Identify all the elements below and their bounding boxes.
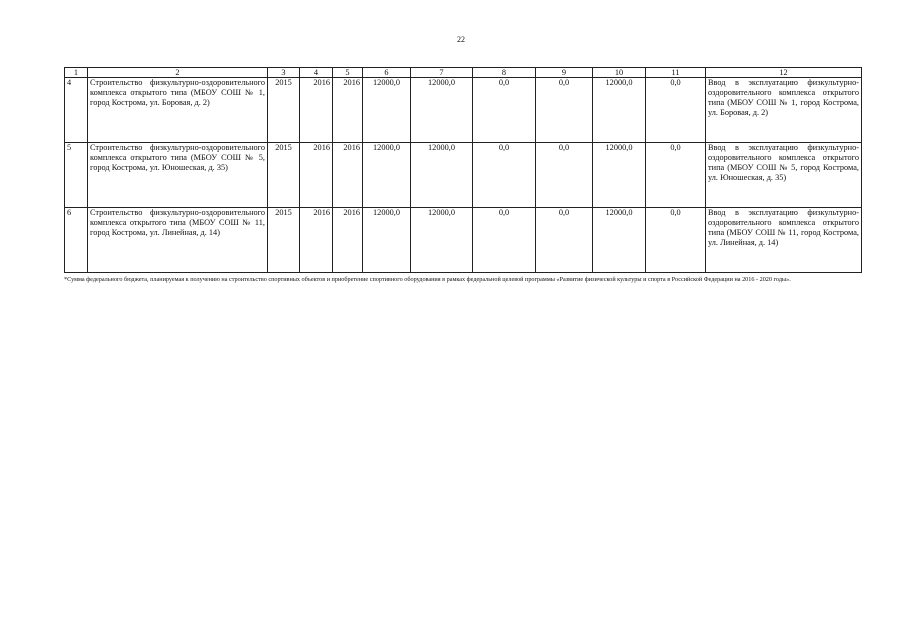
cell-col8: 0,0 xyxy=(473,208,536,273)
cell-col6: 12000,0 xyxy=(363,143,411,208)
cell-col9: 0,0 xyxy=(536,143,593,208)
cell-col11: 0,0 xyxy=(646,143,706,208)
cell-col7: 12000,0 xyxy=(411,143,473,208)
column-header: 2 xyxy=(88,68,268,78)
cell-col10: 12000,0 xyxy=(593,208,646,273)
cell-col6: 12000,0 xyxy=(363,208,411,273)
footnote: *Сумма федерального бюджета, планируемая к получению на строительство спортивных объектов и приобретение спортивного оборудования в рамках федеральной целевой программы «Развитие физической культуры и спорта в Российской Федерации на 2016 - 2020 годы». xyxy=(64,276,791,283)
row-number: 4 xyxy=(65,78,88,143)
cell-col5: 2016 xyxy=(333,208,363,273)
cell-col10: 12000,0 xyxy=(593,143,646,208)
cell-col9: 0,0 xyxy=(536,208,593,273)
table-body xyxy=(65,68,862,273)
column-header: 10 xyxy=(593,68,646,78)
table-header-row xyxy=(65,68,862,78)
cell-col7: 12000,0 xyxy=(411,208,473,273)
page-number: 22 xyxy=(457,35,465,44)
column-header: 3 xyxy=(268,68,300,78)
cell-col4: 2016 xyxy=(300,143,333,208)
cell-col3: 2015 xyxy=(268,78,300,143)
row-number: 5 xyxy=(65,143,88,208)
column-header: 1 xyxy=(65,68,88,78)
cell-col9: 0,0 xyxy=(536,78,593,143)
cell-col11: 0,0 xyxy=(646,208,706,273)
cell-col5: 2016 xyxy=(333,143,363,208)
column-header: 5 xyxy=(333,68,363,78)
event-description: Строительство физкультурно-оздоровительного комплекса открытого типа (МБОУ СОШ № 1, город Кострома, ул. Боровая, д. 2) xyxy=(88,78,268,143)
cell-col11: 0,0 xyxy=(646,78,706,143)
cell-col10: 12000,0 xyxy=(593,78,646,143)
cell-col8: 0,0 xyxy=(473,143,536,208)
table-row xyxy=(65,208,862,273)
event-description: Строительство физкультурно-оздоровительного комплекса открытого типа (МБОУ СОШ № 11, город Кострома, ул. Линейная, д. 14) xyxy=(88,208,268,273)
expected-result: Ввод в эксплуатацию физкультурно-оздоровительного комплекса открытого типа (МБОУ СОШ № 1, город Кострома, ул. Боровая, д. 2) xyxy=(706,78,862,143)
cell-col3: 2015 xyxy=(268,143,300,208)
column-header: 11 xyxy=(646,68,706,78)
column-header: 4 xyxy=(300,68,333,78)
column-header: 9 xyxy=(536,68,593,78)
event-description: Строительство физкультурно-оздоровительного комплекса открытого типа (МБОУ СОШ № 5, город Кострома, ул. Юношеская, д. 35) xyxy=(88,143,268,208)
column-header: 6 xyxy=(363,68,411,78)
cell-col5: 2016 xyxy=(333,78,363,143)
expected-result: Ввод в эксплуатацию физкультурно-оздоровительного комплекса открытого типа (МБОУ СОШ № 5, город Кострома, ул. Юношеская, д. 35) xyxy=(706,143,862,208)
column-header: 8 xyxy=(473,68,536,78)
cell-col6: 12000,0 xyxy=(363,78,411,143)
column-header: 7 xyxy=(411,68,473,78)
cell-col3: 2015 xyxy=(268,208,300,273)
cell-col8: 0,0 xyxy=(473,78,536,143)
cell-col7: 12000,0 xyxy=(411,78,473,143)
column-header: 12 xyxy=(706,68,862,78)
row-number: 6 xyxy=(65,208,88,273)
expected-result: Ввод в эксплуатацию физкультурно-оздоровительного комплекса открытого типа (МБОУ СОШ № 11, город Кострома, ул. Линейная, д. 14) xyxy=(706,208,862,273)
program-table xyxy=(64,67,862,273)
table-row xyxy=(65,78,862,143)
cell-col4: 2016 xyxy=(300,78,333,143)
table-row xyxy=(65,143,862,208)
cell-col4: 2016 xyxy=(300,208,333,273)
